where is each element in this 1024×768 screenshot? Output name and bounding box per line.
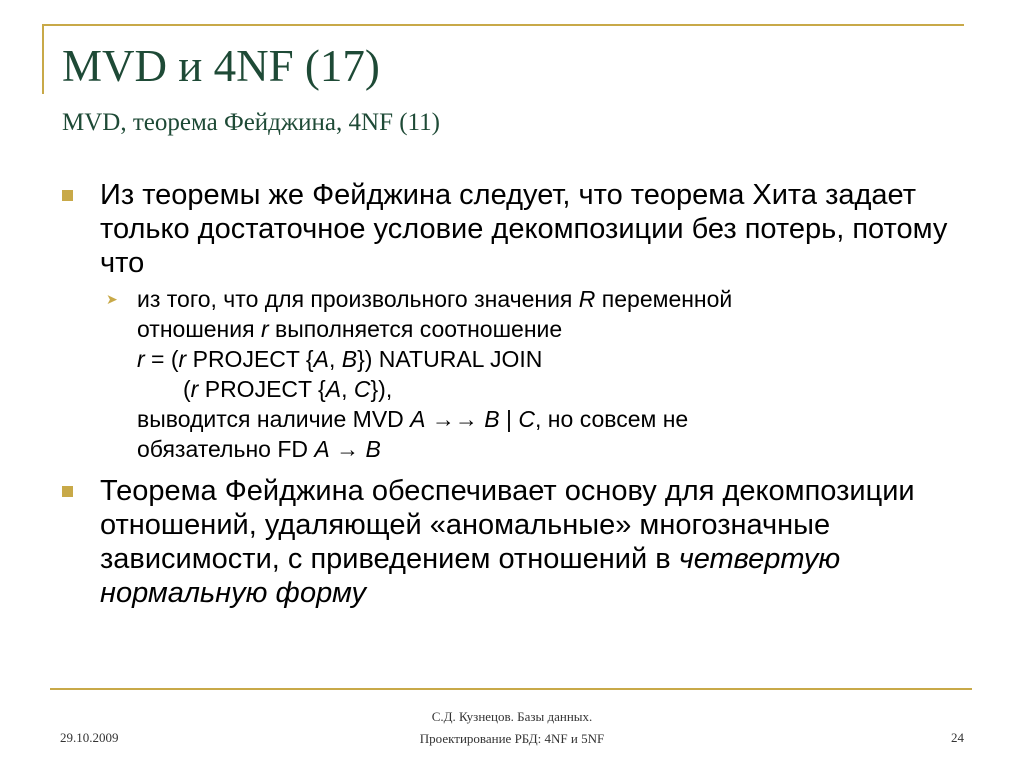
- page-number: 24: [951, 730, 964, 745]
- slide-content: [54, 178, 974, 610]
- footer-author: С.Д. Кузнецов. Базы данных.: [431, 709, 593, 724]
- chevron-right-icon: ➤: [106, 291, 118, 307]
- square-bullet-icon: [62, 190, 73, 201]
- sub-line: обязательно FD A → B: [137, 436, 381, 462]
- formula-line: r = (r PROJECT {A, B}) NATURAL JOIN: [137, 346, 543, 372]
- bullet-text: Теорема Фейджина обеспечивает основу для декомпозиции отношений, удаляющей «аномальные» многозначные зависимости, с приведением отношений в: [100, 475, 915, 575]
- formula-line: (r PROJECT {A, C}),: [183, 376, 393, 402]
- top-rule: [42, 24, 964, 26]
- sub-line: выводится наличие MVD A →→ B | C, но совсем не: [137, 406, 689, 432]
- square-bullet-icon: [62, 486, 73, 497]
- footer-rule: [50, 688, 972, 690]
- slide-title: MVD и 4NF (17): [62, 41, 380, 91]
- sub-line: из того, что для произвольного значения R переменной: [137, 286, 733, 312]
- footer-topic: Проектирование РБД: 4NF и 5NF: [419, 731, 605, 746]
- bullet-item: [54, 474, 974, 610]
- footer-date: 29.10.2009: [60, 730, 119, 745]
- sub-bullet-item: [54, 284, 974, 464]
- footer-caption: [370, 706, 654, 750]
- sub-line: отношения r выполняется соотношение: [137, 316, 563, 342]
- bullet-item: [54, 178, 974, 280]
- left-rule: [42, 24, 44, 94]
- bullet-text: Из теоремы же Фейджина следует, что теорема Хита задает только достаточное условие декомпозиции без потерь, потому что: [100, 179, 948, 279]
- bullet-emphasis: четвертую нормальную форму: [100, 543, 841, 609]
- slide-subtitle: MVD, теорема Фейджина, 4NF (11): [62, 109, 440, 136]
